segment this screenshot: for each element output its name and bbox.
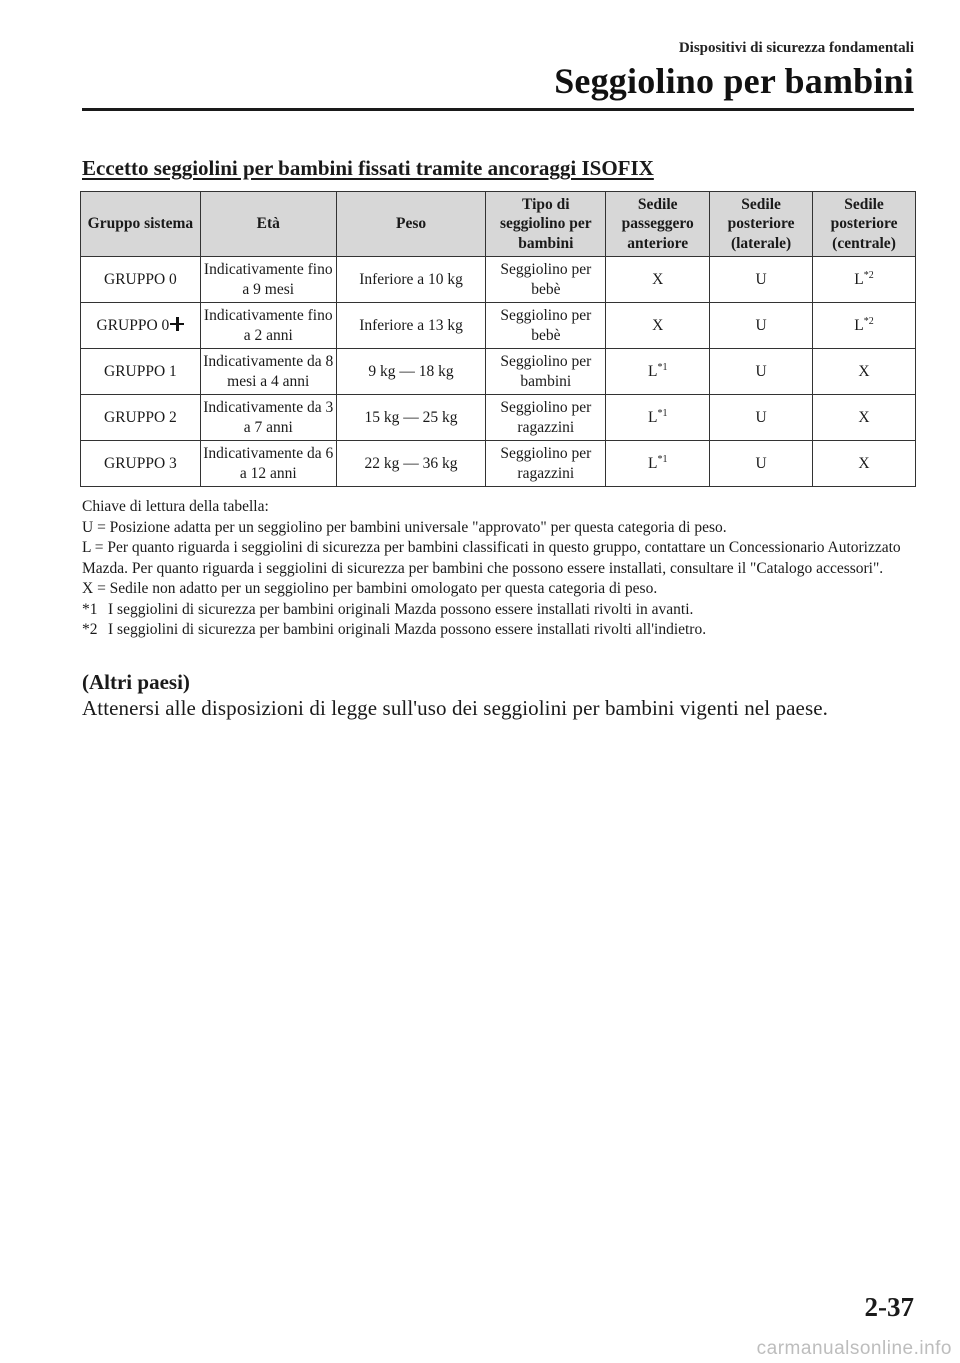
cell-weight	[336, 349, 486, 395]
cell-weight	[336, 441, 486, 487]
cell-group	[81, 257, 201, 303]
cell-seat-type	[486, 441, 606, 487]
rear-center-value: X	[858, 454, 870, 472]
front-seat-value: L	[647, 408, 658, 426]
cell-front-seat	[606, 349, 710, 395]
legend-u: U = Posizione adatta per un seggiolino per bambini universale "approvato" per questa categoria di peso.	[82, 518, 727, 536]
table-row	[81, 395, 916, 441]
front-seat-value: L	[647, 362, 658, 380]
cell-weight	[336, 303, 486, 349]
cell-seat-type	[486, 257, 606, 303]
footnote-1	[82, 600, 922, 621]
age-text: Indicativamente fino a 9 mesi	[203, 261, 333, 298]
front-seat-value: X	[652, 270, 664, 288]
page-title: Seggiolino per bambini	[554, 61, 914, 101]
cell-age	[200, 441, 336, 487]
footnote-1-mark: *1	[82, 600, 98, 618]
legend-l: L = Per quanto riguarda i seggiolini di sicurezza per bambini classificati in questo gruppo, contattare un Concessionario Autorizzato Mazda. Per quanto riguarda i seggiolini di sicurezza per bambini che possono essere installati, consultare il "Catalogo accessori".	[82, 539, 901, 577]
table-row	[81, 349, 916, 395]
legend-intro: Chiave di lettura della tabella:	[82, 498, 269, 515]
weight-text: Inferiore a 13 kg	[359, 316, 463, 334]
group-label: GRUPPO 0	[96, 316, 170, 334]
cell-rear-lateral	[710, 441, 813, 487]
cell-rear-center	[813, 257, 916, 303]
cell-group	[81, 303, 201, 349]
group-label: GRUPPO 3	[104, 454, 177, 472]
age-text: Indicativamente da 3 a 7 anni	[203, 399, 334, 436]
cell-rear-center	[813, 441, 916, 487]
cell-rear-lateral	[710, 303, 813, 349]
header-weight: Peso	[336, 192, 486, 257]
cell-age	[200, 257, 336, 303]
rear-lateral-value: U	[755, 362, 767, 380]
footnote-ref: *1	[657, 361, 668, 373]
cell-front-seat	[606, 395, 710, 441]
watermark-link[interactable]: carmanualsonline.info	[756, 1338, 952, 1359]
weight-text: Inferiore a 10 kg	[359, 270, 463, 288]
cell-seat-type	[486, 349, 606, 395]
seat-type-text: Seggiolino per bambini	[500, 353, 592, 390]
seat-type-text: Seggiolino per ragazzini	[500, 399, 592, 436]
footnote-ref: *2	[863, 315, 874, 327]
rear-lateral-value: U	[755, 454, 767, 472]
front-seat-value: X	[652, 316, 664, 334]
cell-seat-type	[486, 395, 606, 441]
chapter-label: Dispositivi di sicurezza fondamentali	[678, 40, 914, 56]
cell-rear-center	[813, 395, 916, 441]
header-rear-lateral: Sedile posteriore (laterale)	[710, 192, 813, 257]
group-label: GRUPPO 0	[104, 270, 177, 288]
header-rear-center: Sedile posteriore (centrale)	[813, 192, 916, 257]
other-countries-text: Attenersi alle disposizioni di legge sull'uso dei seggiolini per bambini vigenti nel paese.	[82, 696, 828, 720]
header-seat-type: Tipo di seggiolino per bambini	[486, 192, 606, 257]
cell-front-seat	[606, 257, 710, 303]
cell-rear-lateral	[710, 395, 813, 441]
footnote-1-text: I seggiolini di sicurezza per bambini originali Mazda possono essere installati rivolti in avanti.	[108, 600, 694, 618]
rear-center-value: L	[854, 316, 864, 334]
footnote-ref: *1	[657, 453, 668, 465]
page-number: 2-37	[864, 1292, 914, 1322]
header-group: Gruppo sistema	[81, 192, 201, 257]
age-text: Indicativamente fino a 2 anni	[203, 307, 333, 344]
table-row	[81, 441, 916, 487]
cell-age	[200, 303, 336, 349]
cell-rear-center	[813, 303, 916, 349]
rear-center-value: X	[858, 408, 870, 426]
rear-lateral-value: U	[755, 408, 767, 426]
seat-type-text: Seggiolino per ragazzini	[500, 445, 592, 482]
cell-group	[81, 395, 201, 441]
header-rule	[82, 108, 914, 111]
other-countries-title: (Altri paesi)	[82, 670, 190, 694]
cell-seat-type	[486, 303, 606, 349]
cell-group	[81, 349, 201, 395]
group-label: GRUPPO 2	[104, 408, 177, 426]
plus-icon	[170, 317, 184, 331]
table-legend	[82, 497, 922, 641]
front-seat-value: L	[647, 454, 658, 472]
table-row	[81, 257, 916, 303]
footnote-ref: *1	[657, 407, 668, 419]
group-label: GRUPPO 1	[104, 362, 177, 380]
weight-text: 9 kg — 18 kg	[368, 362, 454, 380]
cell-weight	[336, 257, 486, 303]
footnote-2	[82, 620, 922, 641]
footnote-ref: *2	[863, 269, 874, 281]
rear-lateral-value: U	[755, 316, 767, 334]
cell-rear-lateral	[710, 257, 813, 303]
table-header-row	[81, 192, 916, 257]
legend-x: X = Sedile non adatto per un seggiolino per bambini omologato per questa categoria di peso.	[82, 580, 658, 597]
cell-group	[81, 441, 201, 487]
header-age: Età	[200, 192, 336, 257]
footnote-2-mark: *2	[82, 621, 98, 638]
seat-type-text: Seggiolino per bebè	[500, 261, 592, 298]
cell-age	[200, 349, 336, 395]
footnote-2-text: I seggiolini di sicurezza per bambini originali Mazda possono essere installati rivolti all'indietro.	[108, 621, 707, 638]
cell-weight	[336, 395, 486, 441]
table-row	[81, 303, 916, 349]
cell-age	[200, 395, 336, 441]
seat-compatibility-table	[80, 191, 916, 487]
age-text: Indicativamente da 8 mesi a 4 anni	[203, 353, 334, 390]
weight-text: 15 kg — 25 kg	[364, 408, 458, 426]
rear-center-value: L	[854, 270, 864, 288]
cell-front-seat	[606, 441, 710, 487]
cell-front-seat	[606, 303, 710, 349]
section-title: Eccetto seggiolini per bambini fissati tramite ancoraggi ISOFIX	[82, 156, 654, 180]
cell-rear-center	[813, 349, 916, 395]
rear-center-value: X	[858, 362, 870, 380]
header-front-seat: Sedile passeggero anteriore	[606, 192, 710, 257]
age-text: Indicativamente da 6 a 12 anni	[203, 445, 334, 482]
weight-text: 22 kg — 36 kg	[364, 454, 458, 472]
seat-type-text: Seggiolino per bebè	[500, 307, 592, 344]
rear-lateral-value: U	[755, 270, 767, 288]
cell-rear-lateral	[710, 349, 813, 395]
